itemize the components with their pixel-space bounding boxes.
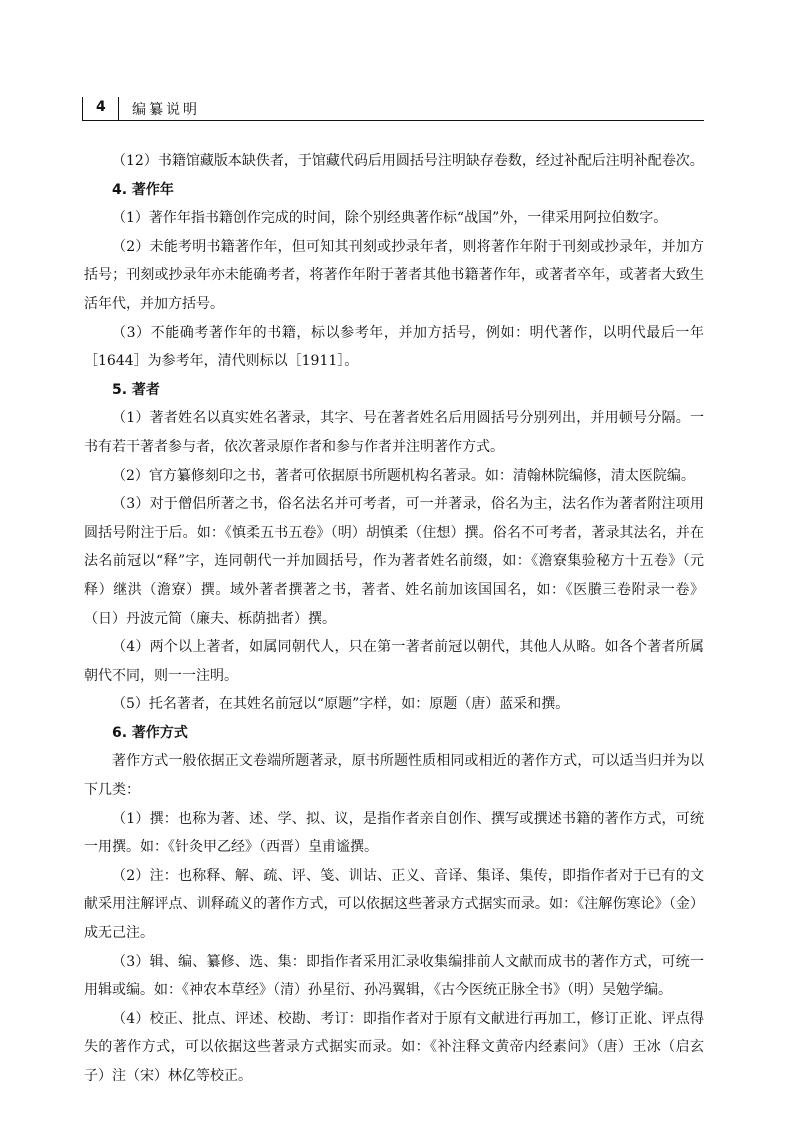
paragraph-5-1: （1）著者姓名以真实姓名著录，其字、号在著者姓名后用圆括号分别列出，并用顿号分隔。一书有若干著者参与者，依次著录原作者和参与作者并注明著作方式。 <box>84 410 704 455</box>
paragraph-5-2: （2）官方纂修刻印之书，著者可依据原书所题机构名著录。如：清翰林院编修，清太医院编。 <box>112 467 695 484</box>
header-left-bar <box>82 97 83 121</box>
running-header <box>82 94 704 121</box>
paragraph-5-5: （5）托名著者，在其姓名前冠以“原题”字样，如：原题（唐）蓝采和撰。 <box>112 696 570 713</box>
running-title: 编纂说明 <box>132 102 200 118</box>
section-heading-zhuzhe: 5. 著者 <box>112 381 160 398</box>
paragraph-6-2: （2）注：也称释、解、疏、评、笺、训诂、正义、音译、集译、集传，即指作者对于已有的文献采用注解评点、训释疏义的著作方式，可以依据这些著录方式据实而录。如：《注解伤寒论》（金）成无己注。 <box>84 867 704 942</box>
paragraph-5-4: （4）两个以上著者，如属同朝代人，只在第一著者前冠以朝代，其他人从略。如各个著者所属朝代不同，则一一注明。 <box>84 639 704 684</box>
header-rule <box>82 120 704 121</box>
section-heading-zhuzuonian: 4. 著作年 <box>112 181 174 198</box>
paragraph-4-3: （3）不能确考著作年的书籍，标以参考年，并加方括号，例如：明代著作，以明代最后一年［1644］为参考年，清代则标以［1911］。 <box>84 324 704 370</box>
paragraph-6-3: （3）辑、编、纂修、选、集：即指作者采用汇录收集编排前人文献而成书的著作方式，可统一用辑或编。如：《神农本草经》（清）孙星衍、孙冯翼辑，《古今医统正脉全书》（明）吴勉学编。 <box>84 953 704 999</box>
page-number: 4 <box>96 99 106 115</box>
paragraph-6-intro: 著作方式一般依据正文卷端所题著录，原书所题性质相同或相近的著作方式，可以适当归并为以下几类： <box>84 753 704 799</box>
header-separator <box>118 97 119 121</box>
section-heading-zhuzuofangshi: 6. 著作方式 <box>112 724 188 741</box>
paragraph-12-missing-volumes: （12）书籍馆藏版本缺佚者，于馆藏代码后用圆括号注明缺存卷数，经过补配后注明补配卷次。 <box>112 153 704 169</box>
page-body <box>84 147 704 1091</box>
paragraph-4-1: （1）著作年指书籍创作完成的时间，除个别经典著作标“战国”外，一律采用阿拉伯数字。 <box>112 210 668 227</box>
paragraph-4-2: （2）未能考明书籍著作年，但可知其刊刻或抄录年者，则将著作年附于刊刻或抄录年，并加方括号；刊刻或抄录年亦未能确考者，将著作年附于著者其他书籍著作年，或著者卒年，或著者大致生活年代，并加方括号。 <box>84 238 704 312</box>
paragraph-5-3: （3）对于僧侣所著之书，俗名法名并可考者，可一并著录，俗名为主，法名作为著者附注项用圆括号附注于后。如：《慎柔五书五卷》（明）胡慎柔（住想）撰。俗名不可考者，著录其法名，并在法名前冠以“释”字，连同朝代一并加圆括号，作为著者姓名前缀，如：《澹寮集验秘方十五卷》（元释）继洪（澹寮）撰。域外著者撰著之书，著者、姓名前加该国国名，如：《医賸三卷附录一卷》（日）丹波元简（廉夫、栎荫拙者）撰。 <box>84 496 704 627</box>
paragraph-6-4: （4）校正、批点、评述、校勘、考订：即指作者对于原有文献进行再加工，修订正讹、评点得失的著作方式，可以依据这些著录方式据实而录。如：《补注释文黄帝内经素问》（唐）王冰（启玄子）注（宋）林亿等校正。 <box>84 1010 704 1084</box>
paragraph-6-1: （1）撰：也称为著、述、学、拟、议，是指作者亲自创作、撰写或撰述书籍的著作方式，可统一用撰。如：《针灸甲乙经》（西晋）皇甫谧撰。 <box>84 810 704 856</box>
